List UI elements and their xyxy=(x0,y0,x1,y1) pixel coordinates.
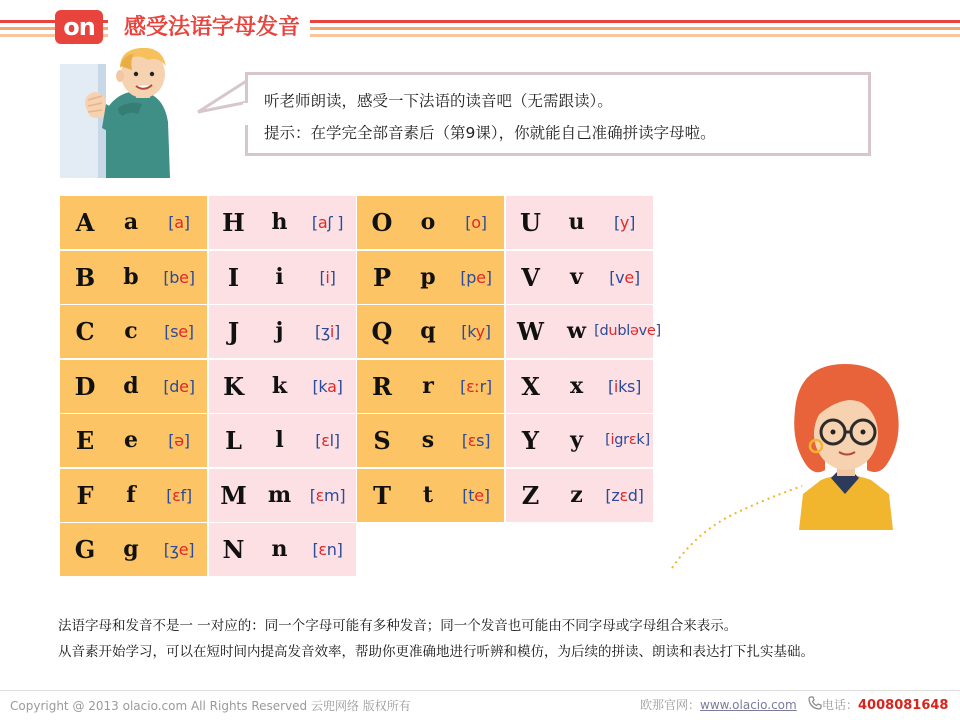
lowercase-letter: j xyxy=(275,318,284,344)
ipa-segment: ] xyxy=(188,267,195,287)
ipa-segment: [k xyxy=(461,322,476,341)
ipa-vowel-segment: ɛ xyxy=(172,485,181,505)
ipa-pronunciation xyxy=(297,523,359,576)
ipa-vowel-segment: a xyxy=(327,376,337,396)
letter-cell-u xyxy=(506,196,653,249)
ipa-pronunciation xyxy=(445,305,507,358)
ipa-pronunciation xyxy=(148,305,210,358)
letter-cell-y xyxy=(506,414,653,467)
ipa-pronunciation xyxy=(445,251,507,304)
uppercase-letter: O xyxy=(371,208,393,237)
uppercase-letter: M xyxy=(220,480,247,510)
ipa-segment: ] xyxy=(484,322,491,341)
ipa-pronunciation xyxy=(148,196,210,249)
ipa-vowel-segment: a xyxy=(317,213,328,232)
ipa-vowel-segment: ɛ xyxy=(321,431,330,450)
ipa-segment: [ʒ xyxy=(163,540,179,559)
footer-phone-label: 电话： xyxy=(822,698,859,712)
note-line-1: 法语字母和发音不是一 一对应的：同一个字母可能有多种发音；同一个发音也可能由不同字母或字母组合来表示。 xyxy=(58,618,738,634)
ipa-segment: [z xyxy=(605,485,620,505)
ipa-vowel-segment: i xyxy=(329,322,335,341)
lowercase-letter: h xyxy=(271,209,288,235)
letter-cell-p xyxy=(357,251,504,304)
uppercase-letter: I xyxy=(227,262,240,292)
uppercase-letter: G xyxy=(74,535,96,564)
letter-cell-i xyxy=(209,251,356,304)
uppercase-letter: Z xyxy=(521,480,540,510)
ipa-segment: [ xyxy=(166,485,173,505)
ipa-vowel-segment: e xyxy=(178,540,189,559)
uppercase-letter: N xyxy=(222,535,245,564)
ipa-segment: gr xyxy=(614,432,629,448)
ipa-segment: [s xyxy=(164,322,179,341)
uppercase-letter: C xyxy=(75,317,95,346)
ipa-segment: [b xyxy=(163,267,180,287)
uppercase-letter: J xyxy=(227,317,240,346)
footer-site xyxy=(640,696,797,713)
lowercase-letter: p xyxy=(420,263,436,290)
footer-copyright: Copyright @ 2013 olacio.com All Rights Reserved 云兜网络 版权所有 xyxy=(10,699,411,713)
ipa-pronunciation xyxy=(148,251,210,304)
lowercase-letter: o xyxy=(420,209,436,235)
ipa-segment: [ xyxy=(309,485,316,505)
ipa-segment: [t xyxy=(462,485,475,505)
ipa-segment: ] xyxy=(483,485,490,505)
letter-cell-j xyxy=(209,305,356,358)
footer-site-link[interactable]: www.olacio.com xyxy=(700,698,797,712)
ipa-segment: ] xyxy=(188,540,195,559)
ipa-pronunciation xyxy=(594,469,656,522)
ipa-pronunciation xyxy=(148,360,210,413)
letter-cell-g xyxy=(60,523,207,576)
ipa-pronunciation xyxy=(297,360,359,413)
lowercase-letter: u xyxy=(568,209,585,235)
ipa-vowel-segment: o xyxy=(471,213,481,232)
boy-illustration xyxy=(60,48,175,178)
ipa-segment: r] xyxy=(479,376,492,396)
ipa-segment: ] xyxy=(480,213,487,232)
ipa-vowel-segment: ɛ xyxy=(318,540,327,559)
ipa-vowel-segment: ə xyxy=(174,431,184,450)
ipa-segment: ] xyxy=(187,322,194,341)
ipa-segment: n] xyxy=(326,540,343,559)
letter-cell-l xyxy=(209,414,356,467)
uppercase-letter: T xyxy=(373,480,391,510)
ipa-segment: bl xyxy=(617,323,630,339)
bubble-hint: 提示：在学完全部音素后（第9课），你就能自己准确拼读字母啦。 xyxy=(264,124,716,142)
ipa-segment: ] xyxy=(183,213,190,232)
letter-cell-f xyxy=(60,469,207,522)
lowercase-letter: g xyxy=(123,536,139,562)
ipa-segment: [k xyxy=(312,376,328,396)
ipa-segment: ʃ ] xyxy=(327,213,344,232)
ipa-vowel-segment: e xyxy=(476,267,486,287)
note-line-2: 从音素开始学习，可以在短时间内提高发音效率，帮助你更准确地进行听辨和模仿，为后续的拼读、朗读和表达打下扎实基础。 xyxy=(58,644,814,660)
ipa-segment: [ xyxy=(461,431,468,450)
lowercase-letter: q xyxy=(420,318,436,344)
ipa-segment: s] xyxy=(476,431,491,450)
uppercase-letter: H xyxy=(222,208,245,237)
ipa-segment: ks] xyxy=(618,376,642,396)
ipa-pronunciation xyxy=(445,469,507,522)
ipa-vowel-segment: e xyxy=(178,322,188,341)
ipa-segment: ] xyxy=(329,267,336,287)
ipa-segment: ] xyxy=(183,431,190,450)
uppercase-letter: P xyxy=(372,262,392,292)
letter-cell-h xyxy=(209,196,356,249)
ipa-pronunciation xyxy=(297,305,359,358)
footer-site-label: 欧那官网： xyxy=(640,698,701,712)
ipa-vowel-segment: u xyxy=(608,323,618,339)
uppercase-letter: A xyxy=(75,208,95,237)
ipa-segment: [ xyxy=(168,213,175,232)
ipa-vowel-segment: i xyxy=(613,376,619,396)
lowercase-letter: n xyxy=(271,536,288,562)
ipa-vowel-segment: ɛ xyxy=(467,431,477,450)
letter-cell-v xyxy=(506,251,653,304)
uppercase-letter: W xyxy=(517,317,544,346)
ipa-segment: [ xyxy=(311,213,318,232)
ipa-pronunciation xyxy=(594,360,656,413)
uppercase-letter: L xyxy=(225,426,242,455)
ipa-segment: [ xyxy=(613,213,620,232)
uppercase-letter: V xyxy=(521,262,540,292)
letter-cell-n xyxy=(209,523,356,576)
letter-cell-k xyxy=(209,360,356,413)
logo: on xyxy=(55,10,103,44)
letter-cell-z xyxy=(506,469,653,522)
speech-bubble-tail-cover xyxy=(243,103,251,125)
ipa-vowel-segment: i xyxy=(610,432,615,448)
ipa-segment: ] xyxy=(334,322,340,341)
lowercase-letter: s xyxy=(421,427,435,453)
letter-cell-t xyxy=(357,469,504,522)
lowercase-letter: v xyxy=(570,263,583,290)
lowercase-letter: m xyxy=(267,481,292,508)
footer-phone xyxy=(822,696,948,713)
ipa-vowel-segment: e xyxy=(179,267,189,287)
ipa-vowel-segment: e xyxy=(474,485,484,505)
alphabet-table xyxy=(60,196,666,574)
lowercase-letter: z xyxy=(570,481,583,508)
ipa-segment: v xyxy=(638,323,647,339)
lowercase-letter: l xyxy=(275,427,284,453)
ipa-segment: k] xyxy=(636,432,650,448)
uppercase-letter: B xyxy=(74,262,96,292)
ipa-vowel-segment: ə xyxy=(629,323,639,339)
uppercase-letter: Q xyxy=(371,317,393,346)
ipa-segment: [ xyxy=(607,376,614,396)
ipa-segment: ] xyxy=(485,267,492,287)
lowercase-letter: f xyxy=(126,481,136,508)
uppercase-letter: S xyxy=(373,426,391,455)
letter-cell-d xyxy=(60,360,207,413)
ipa-segment: ] xyxy=(188,376,195,396)
ipa-segment: ] xyxy=(633,267,640,287)
letter-cell-e xyxy=(60,414,207,467)
lowercase-letter: t xyxy=(422,481,434,508)
lowercase-letter: e xyxy=(124,427,138,453)
letter-cell-x xyxy=(506,360,653,413)
letter-cell-w xyxy=(506,305,661,358)
letter-cell-a xyxy=(60,196,207,249)
ipa-segment: [ xyxy=(319,267,326,287)
uppercase-letter: K xyxy=(223,371,244,401)
uppercase-letter: D xyxy=(74,371,96,401)
ipa-pronunciation xyxy=(594,196,656,249)
ipa-segment: [ xyxy=(605,432,611,448)
ipa-pronunciation xyxy=(594,251,656,304)
ipa-segment: [v xyxy=(609,267,625,287)
letter-cell-m xyxy=(209,469,356,522)
lowercase-letter: a xyxy=(123,209,139,235)
ipa-pronunciation xyxy=(148,469,210,522)
ipa-pronunciation xyxy=(297,196,359,249)
phone-icon xyxy=(808,696,822,710)
letter-cell-o xyxy=(357,196,504,249)
ipa-pronunciation xyxy=(445,360,507,413)
ipa-vowel-segment: ɛ xyxy=(315,485,325,505)
dotted-arc-decoration xyxy=(668,480,808,572)
ipa-pronunciation xyxy=(445,414,507,467)
ipa-pronunciation xyxy=(297,251,359,304)
ipa-segment: f] xyxy=(180,485,192,505)
ipa-segment: d] xyxy=(627,485,644,505)
uppercase-letter: R xyxy=(372,371,392,401)
ipa-segment: m] xyxy=(324,485,346,505)
page-title: 感受法语字母发音 xyxy=(108,12,310,44)
lowercase-letter: d xyxy=(123,372,139,399)
ipa-segment: l] xyxy=(329,431,340,450)
letter-cell-q xyxy=(357,305,504,358)
ipa-vowel-segment: e xyxy=(624,267,634,287)
ipa-pronunciation xyxy=(588,305,668,358)
lowercase-letter: b xyxy=(123,263,139,290)
ipa-pronunciation xyxy=(588,414,668,467)
letter-cell-c xyxy=(60,305,207,358)
ipa-segment: [d xyxy=(163,376,180,396)
lowercase-letter: k xyxy=(271,372,288,399)
uppercase-letter: X xyxy=(521,371,540,401)
letter-cell-s xyxy=(357,414,504,467)
footer-divider xyxy=(0,690,960,691)
ipa-segment: [ xyxy=(465,213,472,232)
ipa-segment: [ xyxy=(315,431,322,450)
lowercase-letter: i xyxy=(275,263,284,290)
lowercase-letter: r xyxy=(422,372,434,399)
ipa-segment: [d xyxy=(594,323,609,339)
uppercase-letter: F xyxy=(76,480,94,510)
uppercase-letter: U xyxy=(520,208,541,237)
bubble-instruction: 听老师朗读，感受一下法语的读音吧（无需跟读）。 xyxy=(264,92,613,110)
ipa-segment: [ xyxy=(460,376,467,396)
ipa-pronunciation xyxy=(297,469,359,522)
ipa-pronunciation xyxy=(148,414,210,467)
ipa-segment: [ʒ xyxy=(315,322,330,341)
ipa-segment: ] xyxy=(629,213,636,232)
ipa-vowel-segment: y xyxy=(619,213,630,232)
letter-cell-b xyxy=(60,251,207,304)
ipa-segment: [ xyxy=(312,540,319,559)
ipa-vowel-segment: e xyxy=(179,376,189,396)
ipa-segment: [ xyxy=(168,431,175,450)
ipa-segment: [p xyxy=(460,267,477,287)
footer-phone-number[interactable]: 4008081648 xyxy=(858,698,949,713)
ipa-segment: ] xyxy=(336,376,343,396)
lowercase-letter: c xyxy=(124,318,138,344)
ipa-vowel-segment: i xyxy=(325,267,330,287)
letter-cell-r xyxy=(357,360,504,413)
ipa-vowel-segment: y xyxy=(475,322,485,341)
ipa-pronunciation xyxy=(297,414,359,467)
ipa-vowel-segment: a xyxy=(174,213,184,232)
ipa-pronunciation xyxy=(445,196,507,249)
ipa-vowel-segment: ɛː xyxy=(466,376,480,396)
ipa-segment: ] xyxy=(655,323,661,339)
lowercase-letter: w xyxy=(567,318,586,344)
uppercase-letter: E xyxy=(75,426,95,455)
uppercase-letter: Y xyxy=(521,426,540,455)
ipa-vowel-segment: ɛ xyxy=(628,432,637,448)
speech-bubble xyxy=(245,72,871,156)
ipa-pronunciation xyxy=(148,523,210,576)
ipa-vowel-segment: e xyxy=(646,323,656,339)
lowercase-letter: x xyxy=(569,372,584,399)
lowercase-letter: y xyxy=(570,427,583,453)
ipa-vowel-segment: ɛ xyxy=(619,485,628,505)
